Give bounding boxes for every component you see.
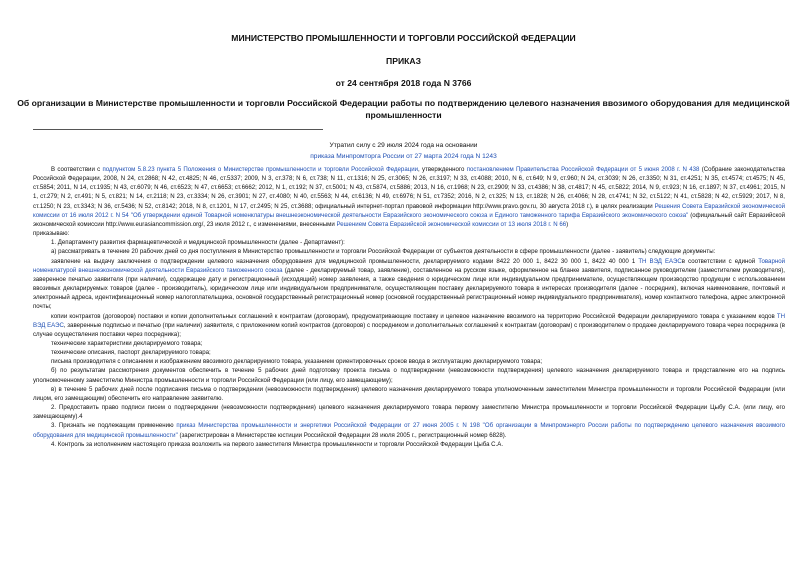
document-link[interactable]: Решения Совета Евразийской экономической комиссии от 16 июля 2012 г. N 54	[33, 202, 785, 219]
item-3	[33, 421, 785, 439]
paragraph-text: (далее - декларируемый товар, заявление), составленное на русском языке, оформленное на бланке заявителя, подписанное руководителем (заместителем руководителя), заверенное печатью заявителя (при наличии), содержащее дату и регистрационный (исходящий) номер заявления, а также сведения о юридическом лице или индивидуальном предпринимателе, осуществляющем производство продукции с использованием ввозимых декларируемых товаров (далее - производитель), юридическом лице или индивидуальном предпринимателе, осуществляющем поставку декларируемого товара в интересах производителя (далее - посредник), включая наименование, почтовый и электронный адреса, идентификационный номер налогоплательщика, основной государственный регистрационный номер (основной государственный регистрационный номер индивидуального предпринимателя), номер контактного телефона, адрес электронной почты;	[33, 266, 785, 311]
document-link[interactable]: постановлением Правительства Российской Федерации от 5 июня 2008 г. N 438	[466, 166, 700, 173]
item-1b: б) по результатам рассмотрения документов обеспечить в течение 5 рабочих дней подготовку проекта письма о подтверждении (невозможности подтверждения) целевого назначения декларируемого товара и представление его на подпись уполномоченному заместителю Министра промышленности и торговли Российской Федерации (или лицу, его замещающему);	[33, 367, 785, 384]
item-2: 2. Предоставить право подписи писем о подтверждении (невозможности подтверждения) целевого назначения декларируемого товара первому заместителю Министра промышленности и торговли Российской Федерации Цыбу С.А. (или лицу, его замещающему).4	[33, 404, 785, 421]
document-body	[33, 165, 785, 449]
paragraph-text: (зарегистрирован в Министерстве юстиции Российской Федерации 28 июля 2005 г., регистрационный номер 6828).	[177, 431, 507, 439]
paragraph-text: , утвержденного	[418, 166, 467, 173]
document-link[interactable]: Товарной номенклатурой внешнеэкономической деятельности Евразийского таможенного союза	[33, 257, 785, 274]
document-link[interactable]: приказ Министерства промышленности и энергетики Российской Федерации от 27 июня 2005 г. N 198	[176, 422, 480, 430]
item-4: 4. Контроль за исполнением настоящего приказа возложить на первого заместителя Министра промышленности и торговли Российской Федерации Цыба С.А.	[51, 440, 504, 448]
document-type: ПРИКАЗ	[386, 56, 421, 66]
document-link[interactable]: ТН ВЭД ЕАЭС	[33, 312, 785, 329]
item-tech-descriptions: технические описания, паспорт декларируемого товара;	[51, 349, 211, 357]
paragraph-text: заявление на выдачу заключения о подтверждении целевого назначения оборудования для медицинской промышленности, декларируемого кодами 8422 20 000 1, 8422 30 000 1, 8422 40 000 1	[51, 257, 639, 265]
item-contract-copies	[33, 312, 785, 339]
cancellation-link[interactable]: приказа Минпромторга России от 27 марта 2024 года N 1243	[310, 153, 497, 160]
paragraph-text: , заверенные подписью и печатью (при наличии) заявителя, с приложением копий контрактов (договоров) с посредником и дополнительных соглашений к контрактам (договорам) с производителем о продаже декларируемого товара через посредника (в случае осуществления поставки через посредника);	[33, 321, 785, 338]
document-title: Об организации в Министерстве промышленности и торговли Российской Федерации работы по подтверждению целевого назначения ввозимого оборудования для медицинской промышленности	[17, 98, 790, 120]
document-link[interactable]: "Об утверждении единой Товарной номенклатуры внешнеэкономической деятельности Евразийского экономического союза и Единого таможенного тарифа Евразийского экономического союза"	[128, 211, 689, 219]
preamble-paragraph	[33, 165, 785, 229]
cancellation-note: Утратил силу с 29 июля 2024 года на основании	[329, 142, 478, 149]
document-link[interactable]: Решением Совета Евразийской экономической комиссии от 13 июля 2018 г. N 66	[336, 220, 567, 228]
item-application	[33, 257, 785, 312]
paragraph-text: (официальный сайт Евразийской экономической комиссии http://www.eurasiancommission.org/, 23 июля 2012 г., с изменениями, внесенными	[33, 211, 785, 228]
document-link[interactable]: подпунктом 5.8.23 пункта 5 Положения о Министерстве промышленности и торговли Российской Федерации	[102, 166, 419, 173]
paragraph-text: )	[566, 220, 569, 228]
paragraph-text: В соответствии с	[51, 166, 103, 173]
paragraph-text: 3. Признать не подлежащим применению	[51, 422, 177, 430]
document-link[interactable]: ТН ВЭД ЕАЭС	[638, 257, 682, 265]
paragraph-text: копии контрактов (договоров) поставки и копии дополнительных соглашений к контрактам (договорам), предусматривающие поставку и целевое назначение ввозимого на территорию Российской Федерации декларируемого товара с указанием кодов	[51, 312, 777, 320]
item-1a: а) рассматривать в течение 20 рабочих дней со дня поступления в Министерство промышленности и торговли Российской Федерации от субъектов деятельности в сфере промышленности (далее - заявитель) следующие документы:	[51, 248, 716, 256]
item-tech-specs: технические характеристики декларируемого товара;	[51, 339, 203, 347]
item-1: 1. Департаменту развития фармацевтической и медицинской промышленности (далее - Департамент):	[51, 239, 345, 247]
document-link[interactable]: "Об организации в Минпромэнерго России работы по подтверждению целевого назначения ввозимого оборудования для медицинской промышленности"	[33, 422, 785, 439]
paragraph-text: (Собрание законодательства Российской Федерации, 2008, N 24, ст.2868; N 42, ст.4825; N 46, ст.5337; 2009, N 3, ст.378; N 6, ст.738; N 11, ст.1316; N 25, ст.3065; N 26, ст.3197; N 33, ст.4088; 2010, N 6, ст.649; N 9, ст.960; N 24, ст.3039; N 26, ст.3350; N 31, ст.4251; N 35, ст.4574; ст.4575; N 45, ст.5854; 2011, N 14, ст.1935; N 43, ст.6079; N 46, ст.6523; N 47, ст.6653; ст.6662; 2012, N 1, ст.192; N 37, ст.5001; N 43, ст.5874, ст.5886; 2013, N 16, ст.1968; N 23, ст.2909; N 33, ст.4386; N 38, ст.4817; N 45, ст.5822; 2014, N 9, ст.923; N 16, ст.1897; N 37, ст.4961; 2015, N 1, ст.279; N 2, ст.491; N 5, ст.821; N 14, ст.2118; N 23, ст.3334; N 26, ст.3901; N 27, ст.4080; N 40, ст.5563; N 44, ст.6136; N 49, ст.6976; N 51, ст.7352; 2016, N 2, ст.325; N 13, ст.1828; N 26, ст.4066; N 28, ст.4741; N 32, ст.5122; N 41, ст.5828; N 42, ст.5929; 2017, N 8, ст.1250; N 23, ст.3343; N 36, ст.5436; N 52, ст.8142; 2018, N 8, ст.1201, N 17, ст.2495; N 25, ст.3688; официальный интернет-портал правовой информации http://www.pravo.gov.ru, 30 августа 2018 г.), в целях реализации	[33, 166, 786, 210]
prikazyvayu-line: приказываю:	[33, 230, 70, 238]
item-1v: в) в течение 5 рабочих дней после подписания письма о подтверждении (невозможности подтверждения) целевого назначения декларируемого товара уполномоченным заместителем Министра промышленности и торговли Российской Федерации (или лицом, его замещающим) обеспечить его направление заявителю.	[33, 385, 785, 402]
ministry-name: МИНИСТЕРСТВО ПРОМЫШЛЕННОСТИ И ТОРГОВЛИ РОССИЙСКОЙ ФЕДЕРАЦИИ	[231, 33, 576, 43]
document-date-number: от 24 сентября 2018 года N 3766	[335, 78, 472, 88]
item-letters: письма производителя с описанием и изображением ввозимого декларируемого товара, указанием ориентировочных сроков ввода в эксплуатацию декларируемого товара;	[51, 358, 543, 366]
header-divider	[33, 129, 323, 130]
paragraph-text: в соответствии с единой	[681, 257, 759, 265]
cancellation-link-line	[0, 153, 807, 160]
